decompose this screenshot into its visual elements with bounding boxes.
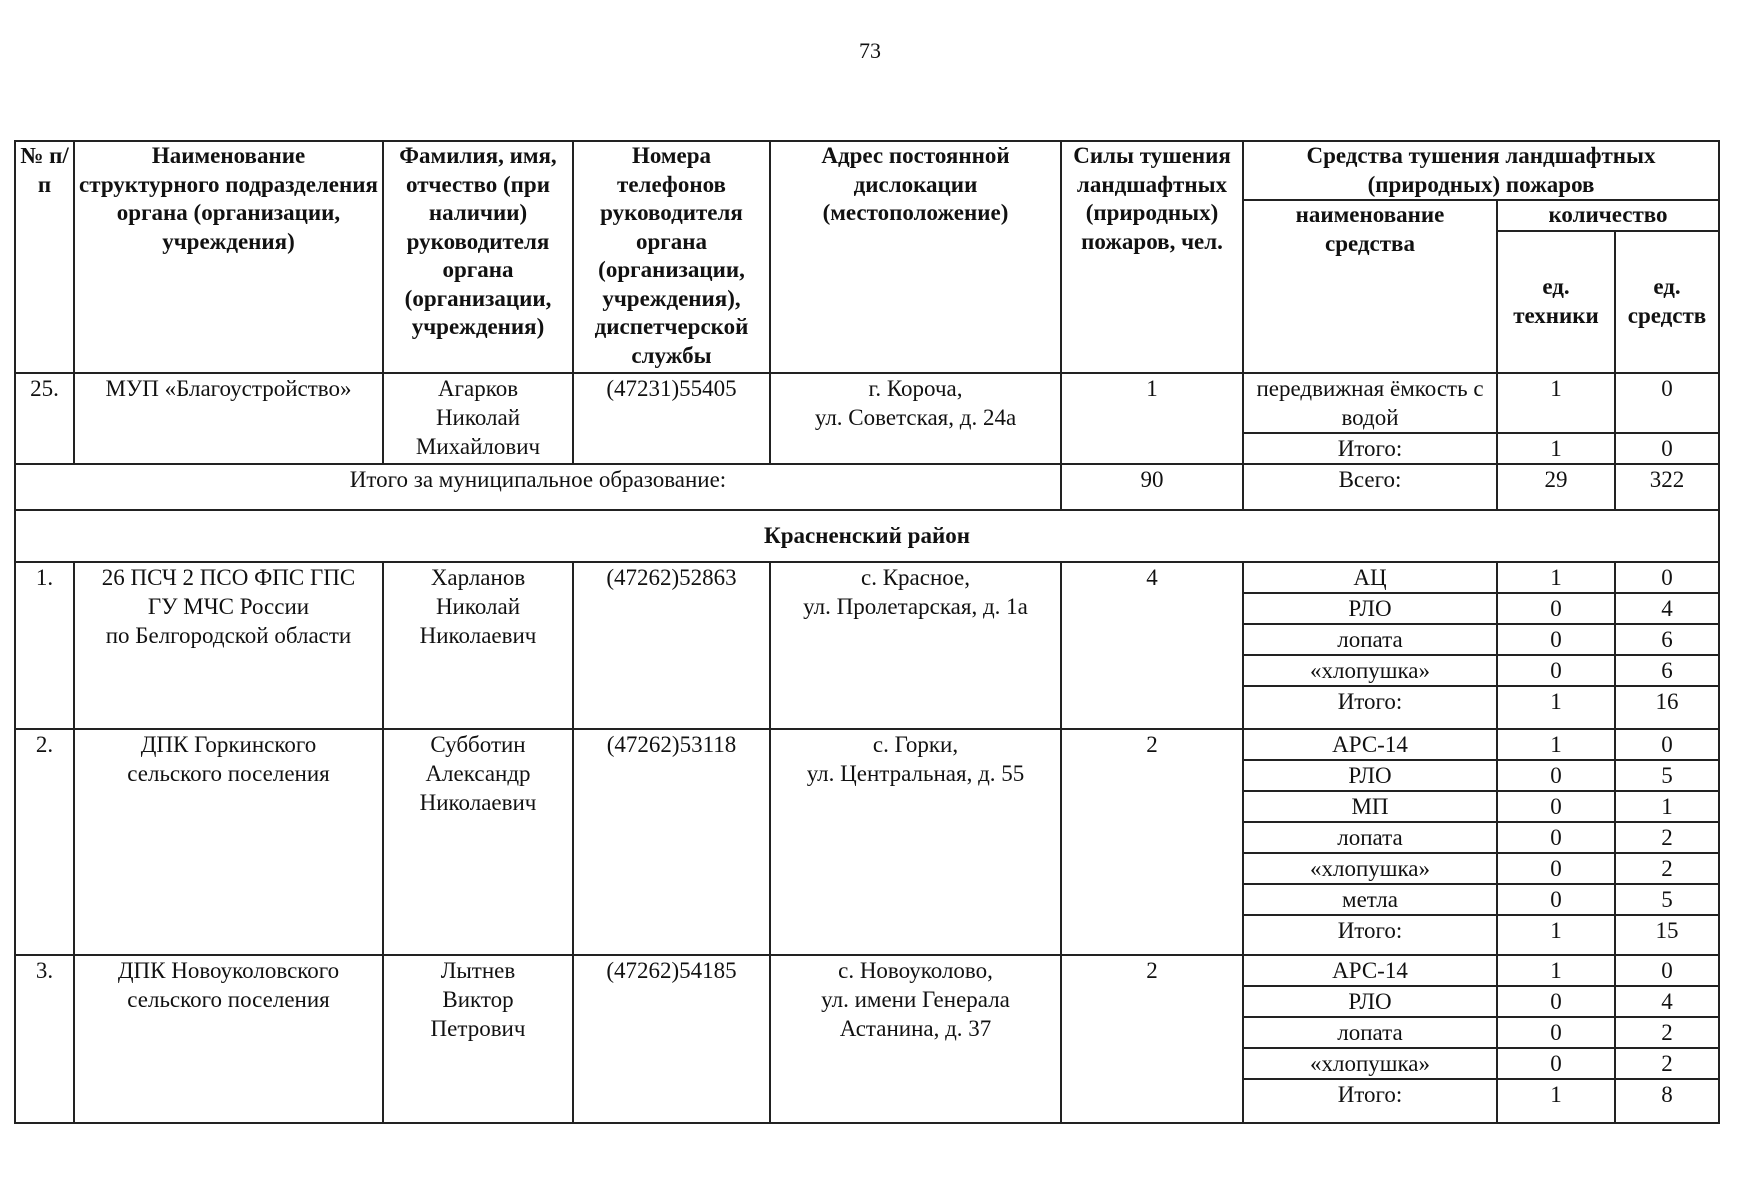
means-item-name: «хлопушка» [1243,655,1497,686]
row-num: 2. [15,729,74,955]
header-means: Средства тушения ландшафтных (природных) пожаров [1243,141,1719,200]
header-unit: Наименование структурного подразделения органа (организации, учреждения) [74,141,383,373]
means-item-equip: 6 [1615,624,1719,655]
header-quantity: количество [1497,200,1719,231]
means-item-equip: 2 [1615,853,1719,884]
means-item-equip: 5 [1615,884,1719,915]
means-item-tech: 0 [1497,791,1615,822]
forces-count: 4 [1061,562,1243,729]
address-line: ул. Советская, д. 24а [814,404,1017,430]
address-line: с. Красное, [860,564,970,590]
address-line: г. Короча, [868,375,963,401]
total-tech: 1 [1497,686,1615,729]
means-item-name: метла [1243,884,1497,915]
means-item-equip: 0 [1615,373,1719,433]
means-item-equip: 1 [1615,791,1719,822]
unit-line: ДПК Новоуколовского [117,957,340,983]
head-patronymic: Николаевич [419,622,537,648]
means-item-name: АЦ [1243,562,1497,593]
header-forces: Силы тушения ландшафтных (природных) пожаров, чел. [1061,141,1243,373]
head-name [383,373,573,464]
total-equip: 8 [1615,1079,1719,1123]
head-name [383,562,573,729]
means-item-tech: 0 [1497,624,1615,655]
row-num: 3. [15,955,74,1123]
head-patronymic: Михайлович [415,433,541,459]
phone: (47262)54185 [573,955,770,1123]
head-firstname: Виктор [442,986,514,1012]
total-tech: 1 [1497,1079,1615,1123]
forces-count: 2 [1061,729,1243,955]
head-name [383,729,573,955]
means-item-tech: 0 [1497,655,1615,686]
means-item-name: РЛО [1243,986,1497,1017]
total-tech: 1 [1497,433,1615,464]
address [770,729,1061,955]
header-tech: ед. техники [1497,231,1615,373]
total-tech: 1 [1497,915,1615,955]
head-patronymic: Петрович [430,1015,526,1041]
unit-name [74,955,383,1123]
table-row [15,562,1719,593]
total-equip: 16 [1615,686,1719,729]
means-item-tech: 0 [1497,884,1615,915]
means-item-equip: 4 [1615,986,1719,1017]
header-equip: ед. средств [1615,231,1719,373]
means-item-name: передвижная ёмкость с водой [1243,373,1497,433]
means-item-name: «хлопушка» [1243,1048,1497,1079]
means-item-name: АРС-14 [1243,729,1497,760]
unit-line: сельского поселения [127,986,330,1012]
head-surname: Лытнев [440,957,516,983]
means-item-name: РЛО [1243,593,1497,624]
means-item-tech: 0 [1497,853,1615,884]
head-name [383,955,573,1123]
municipal-total-equip: 322 [1615,464,1719,510]
means-item-tech: 1 [1497,373,1615,433]
means-item-tech: 1 [1497,729,1615,760]
header-means-name: наименование средства [1243,200,1497,373]
means-item-tech: 0 [1497,986,1615,1017]
phone: (47262)52863 [573,562,770,729]
total-label: Итого: [1243,915,1497,955]
means-item-equip: 2 [1615,822,1719,853]
row-num: 25. [15,373,74,464]
unit-name: МУП «Благоустройство» [74,373,383,464]
means-item-equip: 0 [1615,729,1719,760]
means-item-name: лопата [1243,822,1497,853]
address-line: ул. имени Генерала [821,986,1010,1012]
table-row [15,729,1719,760]
total-equip: 0 [1615,433,1719,464]
address-line: Астанина, д. 37 [839,1015,992,1041]
head-firstname: Николай [435,593,521,619]
means-item-equip: 0 [1615,562,1719,593]
page-number: 73 [859,38,881,63]
means-item-name: АРС-14 [1243,955,1497,986]
municipal-total-all-label: Всего: [1243,464,1497,510]
address-line: ул. Центральная, д. 55 [806,760,1025,786]
head-surname: Агарков [437,375,519,401]
district-title: Красненский район [15,510,1719,562]
municipal-total-row [15,464,1719,510]
total-equip: 15 [1615,915,1719,955]
municipal-total-tech: 29 [1497,464,1615,510]
total-label: Итого: [1243,1079,1497,1123]
means-item-equip: 2 [1615,1017,1719,1048]
address [770,955,1061,1123]
row-num: 1. [15,562,74,729]
means-item-tech: 0 [1497,593,1615,624]
unit-line: ГУ МЧС России [147,593,310,619]
means-item-tech: 1 [1497,562,1615,593]
header-fio: Фамилия, имя, отчество (при наличии) руководителя органа (организации, учреждения) [383,141,573,373]
unit-line: 26 ПСЧ 2 ПСО ФПС ГПС [101,564,356,590]
means-item-equip: 4 [1615,593,1719,624]
means-item-name: «хлопушка» [1243,853,1497,884]
head-surname: Харланов [430,564,526,590]
phone: (47262)53118 [573,729,770,955]
means-item-name: МП [1243,791,1497,822]
fire-resources-table [14,140,1720,1124]
head-surname: Субботин [430,731,526,757]
header-phones: Номера телефонов руководителя органа (организации, учреждения), диспетчерской службы [573,141,770,373]
phone: (47231)55405 [573,373,770,464]
unit-name [74,562,383,729]
forces-count: 1 [1061,373,1243,464]
municipal-total-label: Итого за муниципальное образование: [15,464,1061,510]
address [770,373,1061,464]
unit-line: ДПК Горкинского [140,731,317,757]
means-item-equip: 2 [1615,1048,1719,1079]
means-item-name: РЛО [1243,760,1497,791]
unit-line: по Белгородской области [105,622,352,648]
total-label: Итого: [1243,433,1497,464]
means-item-tech: 0 [1497,1048,1615,1079]
means-item-tech: 0 [1497,1017,1615,1048]
head-firstname: Николай [435,404,521,430]
address-line: с. Новоуколово, [838,957,993,983]
forces-count: 2 [1061,955,1243,1123]
table-row [15,955,1719,986]
head-firstname: Александр [425,760,531,786]
means-item-name: лопата [1243,624,1497,655]
head-patronymic: Николаевич [419,789,537,815]
unit-line: сельского поселения [127,760,330,786]
district-row [15,510,1719,562]
means-item-tech: 1 [1497,955,1615,986]
means-item-equip: 6 [1615,655,1719,686]
means-item-equip: 0 [1615,955,1719,986]
means-item-equip: 5 [1615,760,1719,791]
header-address: Адрес постоянной дислокации (местоположение) [770,141,1061,373]
address-line: с. Горки, [872,731,959,757]
address-line: ул. Пролетарская, д. 1а [803,593,1028,619]
address [770,562,1061,729]
municipal-total-forces: 90 [1061,464,1243,510]
total-label: Итого: [1243,686,1497,729]
table-header [15,141,1719,373]
table-row [15,373,1719,433]
unit-name [74,729,383,955]
means-item-name: лопата [1243,1017,1497,1048]
means-item-tech: 0 [1497,760,1615,791]
means-item-tech: 0 [1497,822,1615,853]
header-num: № п/п [15,141,74,373]
